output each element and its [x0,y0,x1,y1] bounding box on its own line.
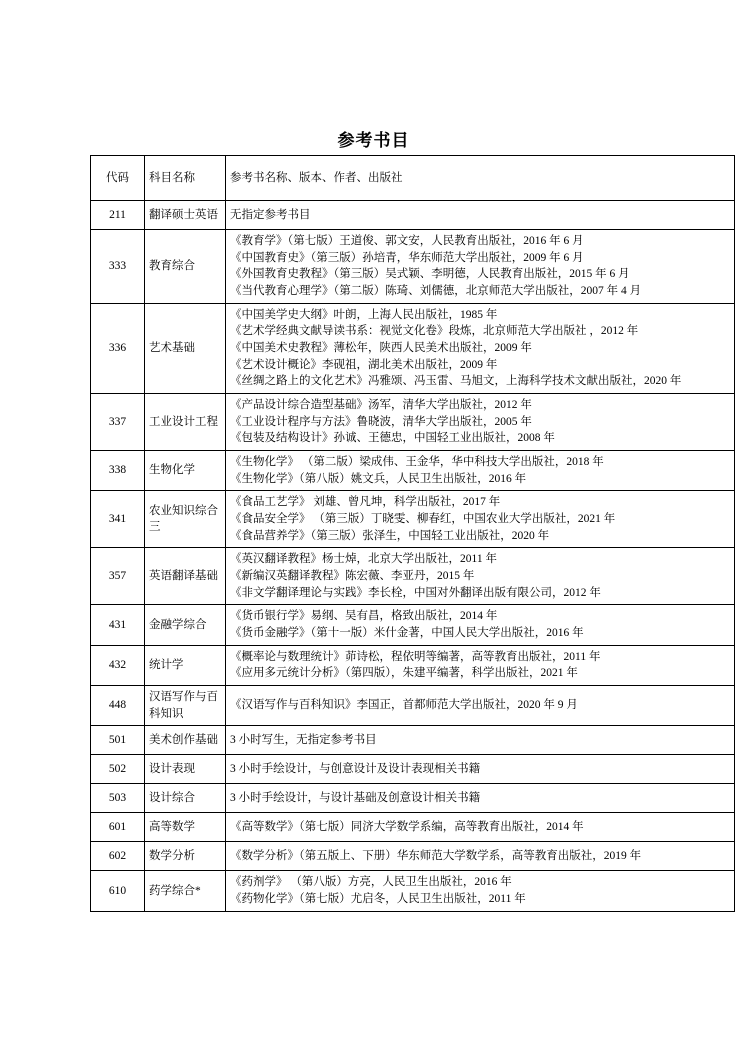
subject-name-text: 高等数学 [149,821,195,834]
reference-books-cell [226,548,735,605]
subject-name-text: 英语翻译基础 [149,570,218,583]
subject-name [145,201,226,230]
subject-code: 503 [91,784,145,813]
reference-books-cell [226,394,735,451]
reference-book-entry: 《生物化学》（第八版）姚文兵，人民卫生出版社，2016 年 [230,472,527,485]
reference-book-entry: 《当代教育心理学》（第二版）陈琦、刘儒德，北京师范大学出版社，2007 年 4 月 [230,285,642,298]
reference-books-cell [226,755,735,784]
reference-book-entry: 《丝绸之路上的文化艺术》冯雅颂、冯玉雷、马旭文，上海科学技术文献出版社，2020 年 [230,375,682,388]
subject-code: 602 [91,842,145,871]
subject-name [145,755,226,784]
subject-name [145,813,226,842]
table-row [91,491,735,548]
subject-code: 448 [91,686,145,726]
table-body [91,201,735,912]
reference-books-cell [226,784,735,813]
subject-name [145,230,226,304]
subject-name [145,394,226,451]
reference-books-cell [226,201,735,230]
reference-book-entry: 《货币金融学》（第十一版）米什金著，中国人民大学出版社，2016 年 [230,627,584,640]
reference-books-cell [226,451,735,491]
reference-books-cell [226,230,735,304]
subject-code: 211 [91,201,145,230]
table-row [91,605,735,645]
subject-name [145,645,226,685]
subject-name [145,605,226,645]
subject-code: 357 [91,548,145,605]
subject-name [145,491,226,548]
reference-book-entry: 《食品安全学》 （第三版）丁晓雯、柳春红，中国农业大学出版社，2021 年 [230,513,616,526]
column-header-books: 参考书名称、版本、作者、出版社 [226,156,735,201]
reference-book-entry: 《艺术设计概论》李砚祖，湖北美术出版社，2009 年 [230,358,498,371]
table-header [91,156,735,201]
table-row [91,548,735,605]
subject-name [145,871,226,911]
reference-books-cell [226,645,735,685]
subject-name-text: 翻译硕士英语 [149,208,218,221]
table-row [91,842,735,871]
subject-code: 337 [91,394,145,451]
reference-book-entry: 《教育学》（第七版）王道俊、郭文安，人民教育出版社，2016 年 6 月 [230,235,584,247]
table-row [91,303,735,393]
subject-name [145,303,226,393]
table-row [91,645,735,685]
subject-code: 333 [91,230,145,304]
reference-books-cell [226,686,735,726]
reference-book-entry: 《药物化学》（第七版）尤启冬，人民卫生出版社，2011 年 [230,893,526,906]
reference-book-entry: 3 小时手绘设计，与创意设计及设计表现相关书籍 [230,763,481,776]
table-row [91,230,735,304]
subject-code: 432 [91,645,145,685]
subject-name-text: 数学分析 [149,850,195,863]
subject-code: 601 [91,813,145,842]
subject-name [145,726,226,755]
table-row [91,726,735,755]
table-row [91,201,735,230]
reference-book-entry: 《产品设计综合造型基础》汤军，清华大学出版社，2012 年 [230,399,532,412]
column-header-code: 代码 [91,156,145,201]
subject-name-text: 农业知识综合三 [149,504,218,534]
subject-name-text: 工业设计工程 [149,415,218,428]
reference-book-entry: 《英汉翻译教程》杨士焯，北京大学出版社，2011 年 [230,553,497,566]
table-row [91,813,735,842]
reference-book-entry: 《非文学翻译理论与实践》李长栓，中国对外翻译出版有限公司，2012 年 [230,586,601,599]
subject-code: 431 [91,605,145,645]
subject-name [145,686,226,726]
subject-name-text: 教育综合 [149,260,195,272]
reference-book-entry: 《艺术学经典文献导读书系：视觉文化卷》段炼，北京师范大学出版社 ，2012 年 [230,325,639,338]
reference-books-cell [226,303,735,393]
reference-books-cell [226,491,735,548]
reference-book-entry: 《应用多元统计分析》（第四版），朱建平编著，科学出版社，2021 年 [230,667,578,680]
table-row [91,871,735,911]
subject-code: 336 [91,303,145,393]
reference-book-entry: 《食品工艺学》 刘雄、曾凡坤，科学出版社，2017 年 [230,496,501,509]
reference-book-entry: 《包装及结构设计》孙诚、王德忠，中国轻工业出版社，2008 年 [230,432,555,445]
subject-name-text: 汉语写作与百科知识 [149,691,218,720]
reference-books-cell [226,842,735,871]
reference-book-entry: 《工业设计程序与方法》鲁晓波，清华大学出版社，2005 年 [230,415,532,428]
reference-book-entry: 《数学分析》（第五版上、下册）华东师范大学数学系，高等教育出版社，2019 年 [230,850,642,863]
reference-book-entry: 《货币银行学》易纲、吴有昌，格致出版社，2014 年 [230,610,498,623]
subject-name [145,784,226,813]
reference-books-cell [226,813,735,842]
table-row [91,686,735,726]
reference-books-cell [226,871,735,911]
subject-name [145,451,226,491]
reference-book-entry: 无指定参考书目 [230,208,311,221]
reference-book-entry: 《食品营养学》（第三版）张泽生，中国轻工业出版社，2020 年 [230,529,550,542]
subject-name-text: 设计综合 [149,792,195,805]
subject-name-text: 艺术基础 [149,342,195,355]
subject-name-text: 统计学 [149,659,184,672]
subject-code: 338 [91,451,145,491]
reference-book-entry: 《高等数学》（第七版）同济大学数学系编，高等教育出版社，2014 年 [230,821,584,834]
reference-book-entry: 《中国美学史大纲》叶朗，上海人民出版社，1985 年 [230,308,498,321]
reference-book-entry: 《新编汉英翻译教程》陈宏薇、李亚丹，2015 年 [230,570,475,583]
subject-name-text: 设计表现 [149,763,195,776]
page-title: 参考书目 [337,131,410,150]
subject-code: 502 [91,755,145,784]
table-row [91,784,735,813]
subject-name-text: 生物化学 [149,464,195,477]
subject-code: 341 [91,491,145,548]
reference-books-table [90,155,735,912]
table-header-row [91,156,735,201]
reference-book-entry: 《概率论与数理统计》茆诗松，程依明等编著，高等教育出版社，2011 年 [230,650,601,663]
table-row [91,451,735,491]
column-header-subject: 科目名称 [145,156,226,201]
subject-name [145,842,226,871]
table-row [91,755,735,784]
subject-name-text: 药学综合* [149,884,201,897]
subject-name-text: 金融学综合 [149,618,207,631]
reference-book-entry: 《生物化学》 （第二版）梁成伟、王金华，华中科技大学出版社，2018 年 [230,456,604,469]
table-row [91,394,735,451]
subject-name [145,548,226,605]
reference-books-cell [226,726,735,755]
reference-book-entry: 《汉语写作与百科知识》李国正，首都师范大学出版社，2020 年 9 月 [230,699,578,712]
reference-book-entry: 《药剂学》 （第八版）方亮，人民卫生出版社，2016 年 [230,876,512,889]
reference-book-entry: 《外国教育史教程》（第三版）吴式颖、李明德，人民教育出版社，2015 年 6 月 [230,268,630,281]
reference-book-entry: 《中国美术史教程》薄松年，陕西人民美术出版社，2009 年 [230,342,532,355]
subject-name-text: 美术创作基础 [149,734,218,747]
subject-code: 501 [91,726,145,755]
reference-book-entry: 3 小时写生，无指定参考书目 [230,734,377,747]
reference-books-cell [226,605,735,645]
subject-code: 610 [91,871,145,911]
reference-book-entry: 《中国教育史》（第三版）孙培青，华东师范大学出版社，2009 年 6 月 [230,251,584,264]
reference-book-entry: 3 小时手绘设计，与设计基础及创意设计相关书籍 [230,792,481,805]
